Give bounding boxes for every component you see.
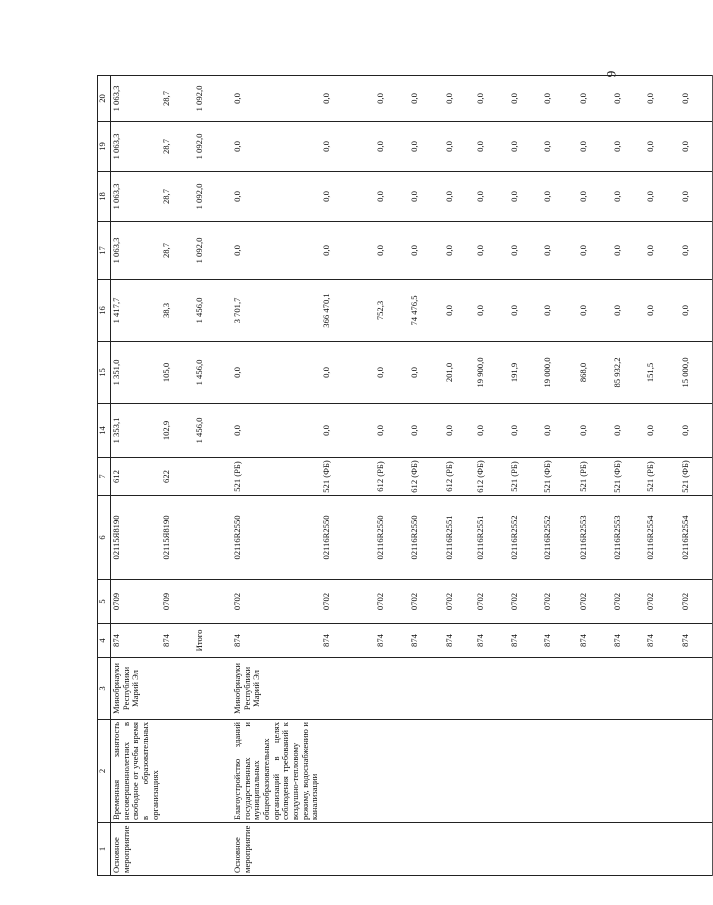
cell-c14: 0,0 bbox=[444, 404, 475, 458]
cell-c15: 105,0 bbox=[161, 342, 194, 404]
cell-c1 bbox=[161, 823, 194, 876]
cell-c15: 0,0 bbox=[321, 342, 375, 404]
cell-c5: 0702 bbox=[612, 580, 645, 624]
cell-c14: 0,0 bbox=[612, 404, 645, 458]
table-body bbox=[111, 76, 713, 876]
cell-c6: 02116R2550 bbox=[232, 496, 321, 580]
cell-c16: 3 701,7 bbox=[232, 280, 321, 342]
cell-c1 bbox=[194, 823, 232, 876]
cell-c3 bbox=[578, 658, 612, 720]
cell-c5: 0702 bbox=[375, 580, 409, 624]
cell-c14: 0,0 bbox=[509, 404, 542, 458]
cell-c15: 15 000,0 bbox=[680, 342, 713, 404]
cell-c7: 612 bbox=[111, 458, 162, 496]
column-header: 1 bbox=[98, 823, 111, 876]
cell-c4: 874 bbox=[444, 624, 475, 658]
cell-c7: 612 (РБ) bbox=[444, 458, 475, 496]
cell-c16: 1 417,7 bbox=[111, 280, 162, 342]
cell-c7: 521 (ФБ) bbox=[612, 458, 645, 496]
cell-c14: 0,0 bbox=[409, 404, 444, 458]
cell-c4: 874 bbox=[161, 624, 194, 658]
cell-c1 bbox=[612, 823, 645, 876]
cell-c2 bbox=[475, 720, 509, 823]
table-row bbox=[475, 76, 509, 876]
cell-c3 bbox=[321, 658, 375, 720]
column-header: 14 bbox=[98, 404, 111, 458]
cell-c16: 74 476,5 bbox=[409, 280, 444, 342]
cell-c16: 752,3 bbox=[375, 280, 409, 342]
cell-c4: 874 bbox=[612, 624, 645, 658]
cell-c19: 0,0 bbox=[444, 122, 475, 172]
cell-c15: 868,0 bbox=[578, 342, 612, 404]
cell-c4: 874 bbox=[645, 624, 680, 658]
cell-c17: 0,0 bbox=[509, 222, 542, 280]
cell-c15: 0,0 bbox=[375, 342, 409, 404]
cell-c4: 874 bbox=[578, 624, 612, 658]
cell-c15: 201,0 bbox=[444, 342, 475, 404]
cell-c6: 02116R2553 bbox=[578, 496, 612, 580]
cell-c2 bbox=[509, 720, 542, 823]
cell-c6: 02115Я8190 bbox=[161, 496, 194, 580]
column-header: 15 bbox=[98, 342, 111, 404]
cell-c20: 0,0 bbox=[232, 76, 321, 122]
cell-c16: 0,0 bbox=[612, 280, 645, 342]
cell-c3 bbox=[475, 658, 509, 720]
cell-c18: 1 063,3 bbox=[111, 172, 162, 222]
cell-c17: 0,0 bbox=[232, 222, 321, 280]
cell-c20: 0,0 bbox=[542, 76, 578, 122]
cell-c20: 0,0 bbox=[680, 76, 713, 122]
cell-c19: 0,0 bbox=[475, 122, 509, 172]
cell-c1 bbox=[542, 823, 578, 876]
cell-c17: 0,0 bbox=[475, 222, 509, 280]
cell-c1 bbox=[578, 823, 612, 876]
cell-c2 bbox=[194, 720, 232, 823]
cell-c16: 366 470,1 bbox=[321, 280, 375, 342]
cell-c3 bbox=[612, 658, 645, 720]
cell-c1 bbox=[509, 823, 542, 876]
cell-c2 bbox=[612, 720, 645, 823]
cell-c17: 1 092,0 bbox=[194, 222, 232, 280]
cell-c20: 28,7 bbox=[161, 76, 194, 122]
cell-c20: 1 092,0 bbox=[194, 76, 232, 122]
cell-c6: 02116R2553 bbox=[612, 496, 645, 580]
cell-c3 bbox=[542, 658, 578, 720]
cell-c15: 191,9 bbox=[509, 342, 542, 404]
cell-c7: 612 (ФБ) bbox=[475, 458, 509, 496]
column-header: 17 bbox=[98, 222, 111, 280]
cell-c6: 02116R2554 bbox=[645, 496, 680, 580]
cell-c14: 0,0 bbox=[542, 404, 578, 458]
table-row bbox=[161, 76, 194, 876]
rotated-table-container bbox=[97, 76, 690, 876]
cell-c20: 0,0 bbox=[321, 76, 375, 122]
cell-c4: Итого bbox=[194, 624, 232, 658]
cell-c3 bbox=[194, 658, 232, 720]
cell-c2 bbox=[542, 720, 578, 823]
cell-c19: 0,0 bbox=[578, 122, 612, 172]
cell-c3 bbox=[375, 658, 409, 720]
cell-c19: 0,0 bbox=[645, 122, 680, 172]
cell-c5: 0702 bbox=[578, 580, 612, 624]
column-header: 3 bbox=[98, 658, 111, 720]
cell-c17: 0,0 bbox=[444, 222, 475, 280]
cell-c2 bbox=[645, 720, 680, 823]
cell-c19: 0,0 bbox=[680, 122, 713, 172]
cell-c5: 0702 bbox=[509, 580, 542, 624]
cell-c20: 1 063,3 bbox=[111, 76, 162, 122]
cell-c15: 19 000,0 bbox=[542, 342, 578, 404]
table-row bbox=[645, 76, 680, 876]
cell-c14: 0,0 bbox=[645, 404, 680, 458]
table-row bbox=[444, 76, 475, 876]
cell-c19: 0,0 bbox=[542, 122, 578, 172]
table-row bbox=[194, 76, 232, 876]
cell-c3: Минобрнауки Республики Марий Эл bbox=[232, 658, 321, 720]
cell-c7: 521 (ФБ) bbox=[321, 458, 375, 496]
cell-c6: 02116R2551 bbox=[444, 496, 475, 580]
cell-c17: 0,0 bbox=[409, 222, 444, 280]
cell-c18: 0,0 bbox=[578, 172, 612, 222]
cell-c17: 0,0 bbox=[680, 222, 713, 280]
table-row bbox=[111, 76, 162, 876]
column-header: 20 bbox=[98, 76, 111, 122]
cell-c2: Временная занятость несовершеннолетних в свободное от учебы время в образовательных организациях bbox=[111, 720, 162, 823]
cell-c7: 521 (РБ) bbox=[232, 458, 321, 496]
cell-c7: 622 bbox=[161, 458, 194, 496]
cell-c17: 0,0 bbox=[578, 222, 612, 280]
cell-c2 bbox=[375, 720, 409, 823]
cell-c2: Благоустройство зданий государственных и муниципальных общеобразовательных организаций в целях соблюдения требований к воздушно-тепловому режиму, водоснабжению и канализации bbox=[232, 720, 321, 823]
cell-c7: 521 (РБ) bbox=[509, 458, 542, 496]
cell-c4: 874 bbox=[680, 624, 713, 658]
cell-c1 bbox=[645, 823, 680, 876]
cell-c18: 0,0 bbox=[680, 172, 713, 222]
cell-c4: 874 bbox=[409, 624, 444, 658]
cell-c17: 0,0 bbox=[645, 222, 680, 280]
cell-c20: 0,0 bbox=[409, 76, 444, 122]
cell-c3 bbox=[645, 658, 680, 720]
cell-c14: 0,0 bbox=[232, 404, 321, 458]
page-number: 9 bbox=[603, 70, 619, 78]
cell-c18: 0,0 bbox=[645, 172, 680, 222]
cell-c4: 874 bbox=[321, 624, 375, 658]
cell-c17: 0,0 bbox=[542, 222, 578, 280]
cell-c17: 0,0 bbox=[321, 222, 375, 280]
cell-c4: 874 bbox=[375, 624, 409, 658]
cell-c18: 0,0 bbox=[444, 172, 475, 222]
cell-c7: 612 (ФБ) bbox=[409, 458, 444, 496]
cell-c16: 0,0 bbox=[475, 280, 509, 342]
cell-c19: 0,0 bbox=[232, 122, 321, 172]
cell-c3 bbox=[409, 658, 444, 720]
table-row bbox=[680, 76, 713, 876]
cell-c14: 0,0 bbox=[475, 404, 509, 458]
table-row bbox=[509, 76, 542, 876]
cell-c20: 0,0 bbox=[475, 76, 509, 122]
cell-c18: 1 092,0 bbox=[194, 172, 232, 222]
cell-c5: 0702 bbox=[409, 580, 444, 624]
cell-c18: 0,0 bbox=[542, 172, 578, 222]
cell-c1: Основное мероприятие bbox=[111, 823, 162, 876]
cell-c16: 1 456,0 bbox=[194, 280, 232, 342]
cell-c14: 0,0 bbox=[321, 404, 375, 458]
cell-c1 bbox=[444, 823, 475, 876]
cell-c16: 0,0 bbox=[542, 280, 578, 342]
cell-c6 bbox=[194, 496, 232, 580]
cell-c6: 02115Я8190 bbox=[111, 496, 162, 580]
cell-c3: Минобрнауки Республики Марий Эл bbox=[111, 658, 162, 720]
cell-c6: 02116R2552 bbox=[542, 496, 578, 580]
cell-c18: 0,0 bbox=[509, 172, 542, 222]
cell-c4: 874 bbox=[232, 624, 321, 658]
cell-c19: 1 063,3 bbox=[111, 122, 162, 172]
cell-c19: 0,0 bbox=[409, 122, 444, 172]
cell-c14: 1 456,0 bbox=[194, 404, 232, 458]
cell-c16: 0,0 bbox=[645, 280, 680, 342]
cell-c16: 0,0 bbox=[578, 280, 612, 342]
cell-c18: 0,0 bbox=[409, 172, 444, 222]
cell-c6: 02116R2554 bbox=[680, 496, 713, 580]
cell-c6: 02116R2550 bbox=[375, 496, 409, 580]
cell-c14: 0,0 bbox=[680, 404, 713, 458]
cell-c6: 02116R2552 bbox=[509, 496, 542, 580]
cell-c19: 28,7 bbox=[161, 122, 194, 172]
table-row bbox=[375, 76, 409, 876]
cell-c5: 0702 bbox=[444, 580, 475, 624]
cell-c19: 0,0 bbox=[375, 122, 409, 172]
cell-c17: 0,0 bbox=[612, 222, 645, 280]
cell-c5: 0702 bbox=[232, 580, 321, 624]
table-row bbox=[321, 76, 375, 876]
cell-c19: 0,0 bbox=[612, 122, 645, 172]
cell-c17: 1 063,3 bbox=[111, 222, 162, 280]
cell-c7: 521 (РБ) bbox=[578, 458, 612, 496]
cell-c15: 1 456,0 bbox=[194, 342, 232, 404]
cell-c18: 0,0 bbox=[475, 172, 509, 222]
cell-c16: 38,3 bbox=[161, 280, 194, 342]
cell-c4: 874 bbox=[475, 624, 509, 658]
cell-c18: 0,0 bbox=[232, 172, 321, 222]
cell-c3 bbox=[509, 658, 542, 720]
cell-c20: 0,0 bbox=[578, 76, 612, 122]
table-row bbox=[612, 76, 645, 876]
cell-c7: 521 (ФБ) bbox=[680, 458, 713, 496]
cell-c1 bbox=[680, 823, 713, 876]
column-header: 16 bbox=[98, 280, 111, 342]
cell-c18: 0,0 bbox=[321, 172, 375, 222]
cell-c15: 85 932,2 bbox=[612, 342, 645, 404]
column-header: 19 bbox=[98, 122, 111, 172]
cell-c6: 02116R2551 bbox=[475, 496, 509, 580]
cell-c4: 874 bbox=[509, 624, 542, 658]
column-header: 18 bbox=[98, 172, 111, 222]
cell-c15: 0,0 bbox=[232, 342, 321, 404]
cell-c2 bbox=[444, 720, 475, 823]
cell-c15: 151,5 bbox=[645, 342, 680, 404]
cell-c5: 0709 bbox=[161, 580, 194, 624]
column-header: 4 bbox=[98, 624, 111, 658]
cell-c15: 1 351,0 bbox=[111, 342, 162, 404]
cell-c4: 874 bbox=[111, 624, 162, 658]
cell-c7: 521 (ФБ) bbox=[542, 458, 578, 496]
cell-c1 bbox=[375, 823, 409, 876]
cell-c18: 0,0 bbox=[612, 172, 645, 222]
column-header: 6 bbox=[98, 496, 111, 580]
cell-c16: 0,0 bbox=[509, 280, 542, 342]
cell-c17: 0,0 bbox=[375, 222, 409, 280]
cell-c20: 0,0 bbox=[645, 76, 680, 122]
cell-c3 bbox=[680, 658, 713, 720]
cell-c4: 874 bbox=[542, 624, 578, 658]
budget-table bbox=[97, 75, 713, 876]
cell-c20: 0,0 bbox=[612, 76, 645, 122]
table-row bbox=[578, 76, 612, 876]
cell-c18: 28,7 bbox=[161, 172, 194, 222]
table-row bbox=[232, 76, 321, 876]
cell-c5: 0702 bbox=[680, 580, 713, 624]
cell-c2 bbox=[161, 720, 194, 823]
cell-c20: 0,0 bbox=[509, 76, 542, 122]
cell-c2 bbox=[321, 720, 375, 823]
cell-c3 bbox=[161, 658, 194, 720]
cell-c14: 1 353,1 bbox=[111, 404, 162, 458]
cell-c3 bbox=[444, 658, 475, 720]
cell-c16: 0,0 bbox=[444, 280, 475, 342]
cell-c5: 0702 bbox=[542, 580, 578, 624]
table-row bbox=[542, 76, 578, 876]
header-row bbox=[98, 76, 111, 876]
cell-c1: Основное мероприятие bbox=[232, 823, 321, 876]
cell-c20: 0,0 bbox=[375, 76, 409, 122]
cell-c14: 102,9 bbox=[161, 404, 194, 458]
cell-c6: 02116R2550 bbox=[409, 496, 444, 580]
cell-c5: 0702 bbox=[645, 580, 680, 624]
cell-c17: 28,7 bbox=[161, 222, 194, 280]
cell-c7: 521 (РБ) bbox=[645, 458, 680, 496]
cell-c5: 0702 bbox=[321, 580, 375, 624]
cell-c5: 0709 bbox=[111, 580, 162, 624]
cell-c19: 0,0 bbox=[509, 122, 542, 172]
cell-c14: 0,0 bbox=[375, 404, 409, 458]
table-row bbox=[409, 76, 444, 876]
column-header: 2 bbox=[98, 720, 111, 823]
cell-c1 bbox=[475, 823, 509, 876]
cell-c7 bbox=[194, 458, 232, 496]
cell-c16: 0,0 bbox=[680, 280, 713, 342]
column-header: 7 bbox=[98, 458, 111, 496]
cell-c14: 0,0 bbox=[578, 404, 612, 458]
cell-c2 bbox=[578, 720, 612, 823]
cell-c18: 0,0 bbox=[375, 172, 409, 222]
column-header: 5 bbox=[98, 580, 111, 624]
cell-c6: 02116R2550 bbox=[321, 496, 375, 580]
cell-c5: 0702 bbox=[475, 580, 509, 624]
cell-c19: 0,0 bbox=[321, 122, 375, 172]
cell-c2 bbox=[409, 720, 444, 823]
cell-c15: 19 900,0 bbox=[475, 342, 509, 404]
cell-c15: 0,0 bbox=[409, 342, 444, 404]
cell-c2 bbox=[680, 720, 713, 823]
cell-c7: 612 (РБ) bbox=[375, 458, 409, 496]
cell-c20: 0,0 bbox=[444, 76, 475, 122]
cell-c5 bbox=[194, 580, 232, 624]
cell-c19: 1 092,0 bbox=[194, 122, 232, 172]
cell-c1 bbox=[409, 823, 444, 876]
cell-c1 bbox=[321, 823, 375, 876]
